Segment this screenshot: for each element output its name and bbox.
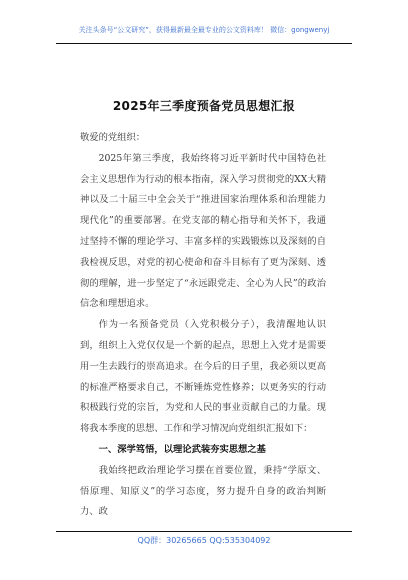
salutation: 敬爱的党组织： [80,132,146,143]
document-body [80,128,326,523]
body-paragraph-1: 2025年第三季度，我始终将习近平新时代中国特色社会主义思想作为行动的根本指南，深入学习贯彻党的XX大精神以及二十届三中全会关于“推进国家治理体系和治理能力现代化”的重要部署。在党支部的精心指导和关怀下，我通过坚持不懈的理论学习、丰富多样的实践锻炼以及深刻的自我检视反思，对党的初心使命和奋斗目标有了更为深刻、透彻的理解，进一步坚定了“永远跟党走、全心为人民”的政治信念和理想追求。 [80,152,326,310]
header-divider [56,43,352,44]
footer-divider [56,531,352,532]
footer-contact-text: QQ群：30265665 QQ:535304092 [137,536,271,545]
body-paragraph-2: 作为一名预备党员（入党积极分子），我清醒地认识到，组织上入党仅仅是一个新的起点，思想上入党才是需要用一生去践行的崇高追求。在今后的日子里，我必须以更高的标准严格要求自己，不断锤炼党性修养；以更务实的行动积极践行党的宗旨，为党和人民的事业贡献自己的力量。现将我本季度的思想、工作和学习情况向党组织汇报如下： [80,319,326,435]
document-title: 2025年三季度预备党员思想汇报 [112,99,296,113]
body-paragraph-3: 我始终把政治理论学习摆在首要位置，秉持“学原文、悟原理、知原义”的学习态度，努力提升自身的政治判断力、政 [80,464,326,518]
section-heading-1: 一、深学笃悟，以理论武装夯实思想之基 [98,443,266,455]
header-promo-text: 关注头条号“公文研究”，获得最新最全最专业的公文资料库！ 微信：gongwenyj [78,26,330,34]
